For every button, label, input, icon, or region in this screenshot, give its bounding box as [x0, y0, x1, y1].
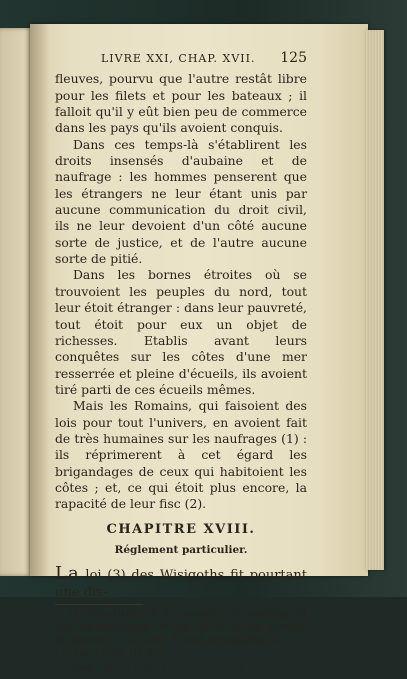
page-stack-edge: [366, 30, 384, 570]
chapter-heading: CHAPITRE XVIII.: [106, 521, 256, 537]
paragraph-3: Dans les bornes étroites où se trouvoient les peuples du nord, tout leur étoit étranger : dans leur pauvreté, tout étoit pour eux un objet de richesses. Etablis avant leurs conquêtes sur les côtes d'une mer resserrée et pleine d'écueils, ils avoient tiré parti de ces écueils mêmes.: [55, 267, 307, 397]
footnote-3: (3) Liv. XI, tit. III, §. 2.: [55, 648, 170, 660]
drop-cap: La: [55, 563, 80, 585]
page-header: [55, 50, 307, 67]
page-footer: [55, 663, 307, 679]
page-number: 125: [280, 50, 307, 66]
page-gutter-shadow: [30, 24, 50, 576]
footnote-1: [55, 608, 307, 648]
left-page-edge: [0, 28, 34, 576]
paragraph-2: Dans ces temps-là s'établirent les droits insensés d'aubaine et de naufrage : les hommes penserent que les étrangers ne leur étant unis par aucune communication du droit civil, ils ne leur devoient d'un côté aucune sorte de justice, et de l'autre aucune sorte de pitié.: [55, 136, 307, 267]
signature-mark: ESPR. DES LOIS. 3.: [65, 664, 171, 676]
gathering-number: 11: [231, 664, 245, 676]
paragraph-4: Mais les Romains, qui faisoient des lois pour tout l'univers, en avoient fait de très humaines sur les naufrages (1) : ils réprimerent à cet égard les brigandages de ceux qui habitoient les côtes ; et, ce qui étoit plus encore, la rapacité de leur fisc (2).: [55, 398, 307, 512]
footnote-italic: de naufragiis: [80, 622, 149, 634]
footnote-rule: [55, 604, 143, 605]
footnote-text: . —: [276, 635, 294, 647]
footnotes: [55, 608, 307, 661]
opening-text: loi (3) des Wisigoths fit pourtant une dis-: [55, 568, 307, 600]
chapter-opening-line: [55, 563, 307, 601]
chapter-subtitle: Réglement particulier.: [114, 543, 248, 556]
footnote-text: et cod.: [55, 609, 307, 634]
footnote-italic: de naufragiis: [208, 635, 277, 647]
page-text-block: [55, 50, 307, 679]
footnote-italic: de incend. ruin. naufrag.: [162, 609, 293, 620]
paragraph-1: fleuves, pourvu que l'autre restât libre pour les filets et pour les bateaux ; il falloit qu'il y eût bien peu de commerce dans les pays qu'ils avoient conquis.: [55, 71, 307, 136]
running-title: LIVRE XXI, CHAP. XVII.: [101, 52, 256, 65]
footnote-italic: de sicariis: [55, 635, 108, 647]
footnote-text: (1) Toto titulo, ff.: [69, 609, 163, 620]
footnote-text: . — (2) Leg. 1, cod.: [107, 635, 209, 647]
footnote-text: ; et leg. III, ff. de leg. Cornel.: [148, 622, 307, 634]
